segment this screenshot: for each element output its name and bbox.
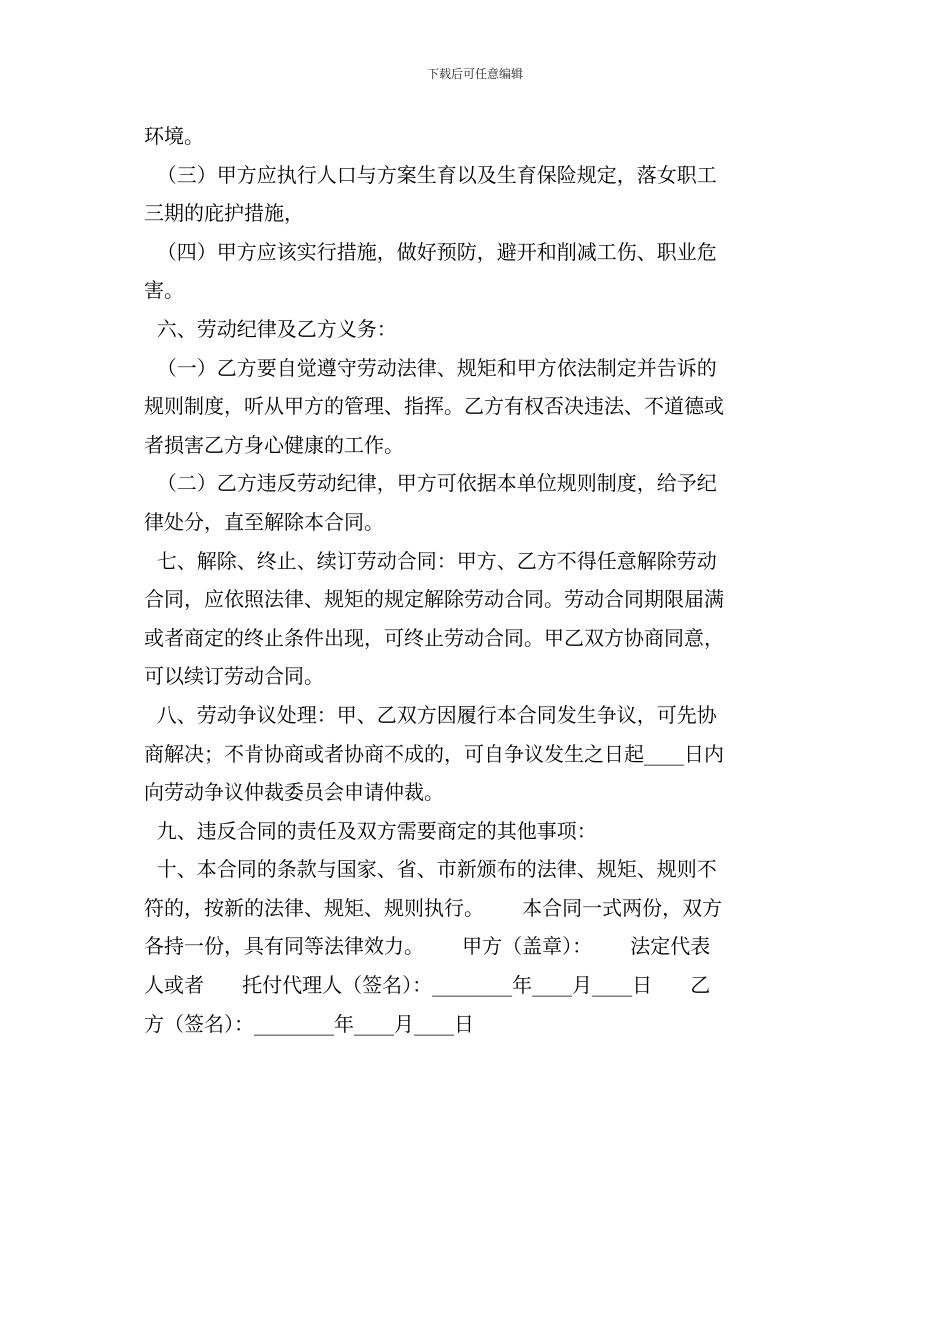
text-line: （一）乙方要自觉遵守劳动法律、规矩和甲方依法制定并告诉的 (144, 355, 717, 380)
text-line: 十、本合同的条款与国家、省、市新颁布的法律、规矩、规则不 (144, 857, 717, 882)
text-line: 符的，按新的法律、规矩、规则执行。 本合同一式两份，双方 (144, 895, 723, 920)
text-line: 合同，应依照法律、规矩的规定解除劳动合同。劳动合同期限届满 (144, 587, 724, 612)
text-line: 害。 (144, 278, 184, 303)
text-line: 三期的庇护措施， (144, 201, 304, 226)
text-line: 各持一份，具有同等法律效力。 甲方（盖章）： 法定代表 (144, 934, 711, 959)
text-line: 或者商定的终止条件出现，可终止劳动合同。甲乙双方协商同意， (144, 625, 724, 650)
text-line: 六、劳动纪律及乙方义务： (144, 316, 397, 341)
text-line: 商解决；不肯协商或者协商不成的，可自争议发生之日起____日内 (144, 741, 724, 766)
text-line: 九、违反合同的责任及双方需要商定的其他事项： (144, 818, 597, 843)
text-line: 者损害乙方身心健康的工作。 (144, 432, 404, 457)
text-line: 向劳动争议仲裁委员会申请仲裁。 (144, 780, 444, 805)
text-line: 律处分，直至解除本合同。 (144, 509, 384, 534)
text-line: 方（签名）：________年____月____日 (144, 1011, 474, 1036)
page-header-note: 下载后可任意编辑 (426, 67, 523, 81)
text-line: 可以续订劳动合同。 (144, 664, 324, 689)
document-body (144, 117, 806, 1043)
text-line: （三）甲方应执行人口与方案生育以及生育保险规定，落女职工 (144, 162, 717, 187)
text-line: 人或者 托付代理人（签名）：________年____月____日 乙 (144, 973, 711, 998)
text-line: 八、劳动争议处理：甲、乙双方因履行本合同发生争议，可先协 (144, 702, 717, 727)
text-line: （四）甲方应该实行措施，做好预防，避开和削减工伤、职业危 (144, 239, 717, 264)
text-line: 环境。 (144, 124, 204, 148)
text-line: 七、解除、终止、续订劳动合同：甲方、乙方不得任意解除劳动 (144, 548, 717, 573)
text-line: 规则制度，听从甲方的管理、指挥。乙方有权否决违法、不道德或 (144, 394, 724, 419)
text-line: （二）乙方违反劳动纪律，甲方可依据本单位规则制度，给予纪 (144, 471, 717, 496)
